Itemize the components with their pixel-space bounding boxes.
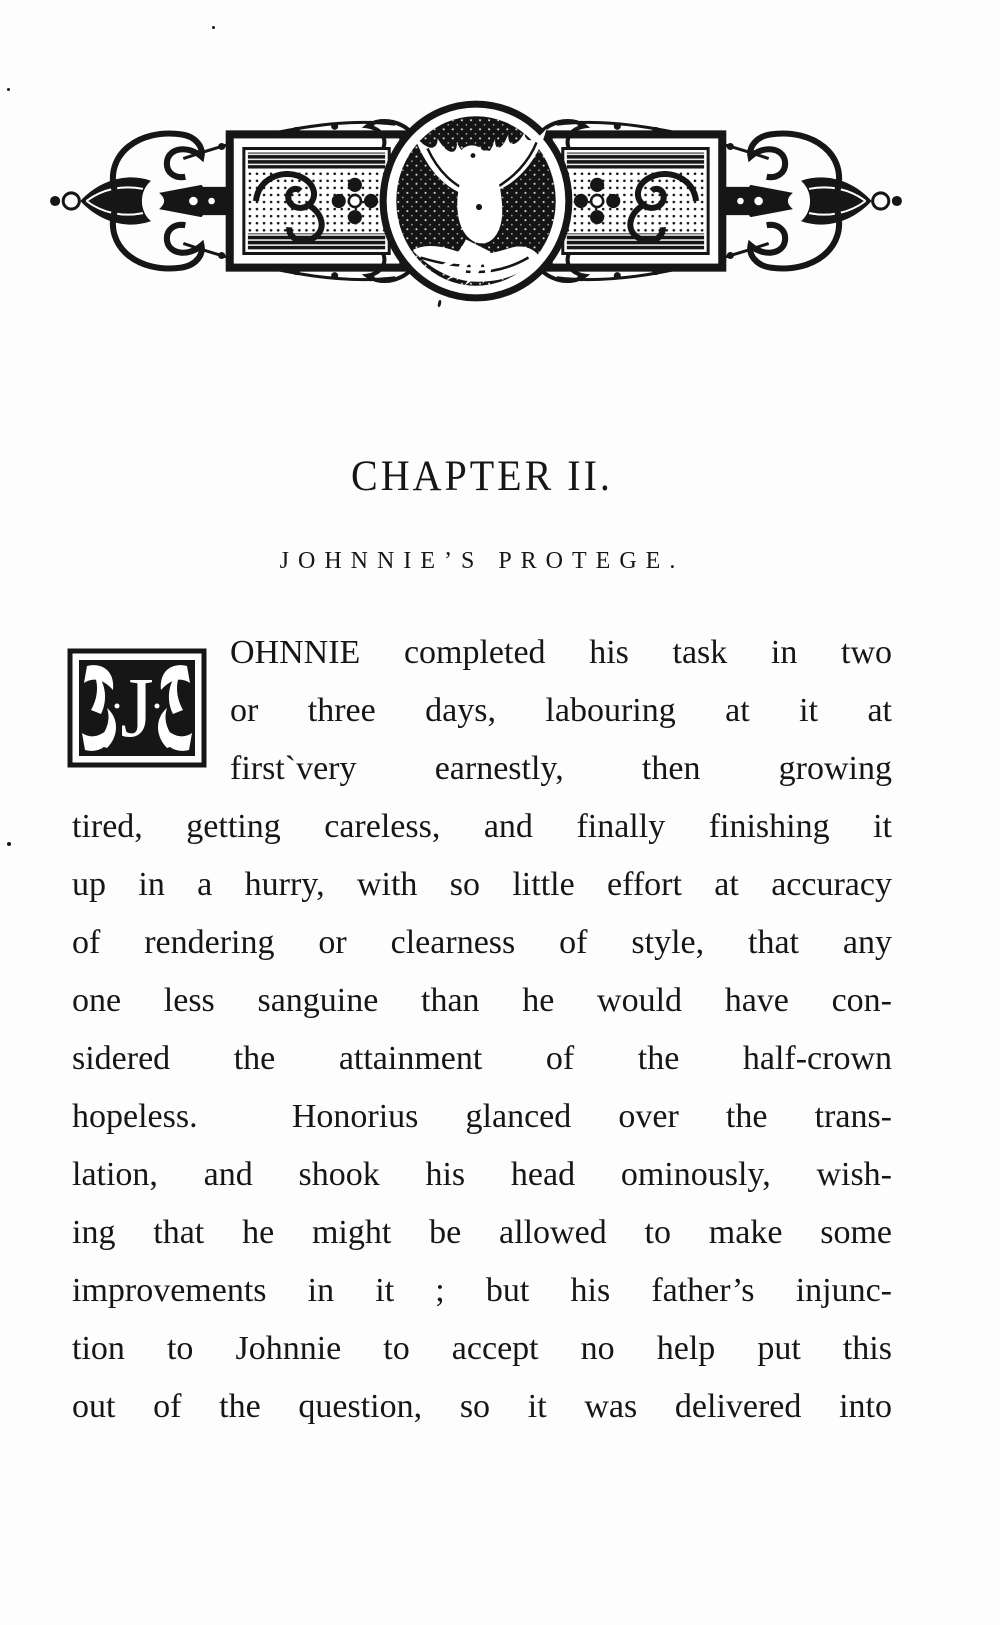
scan-speck — [7, 842, 11, 846]
text-line: ing that he might be allowed to make some — [72, 1214, 892, 1251]
indented-lines — [230, 624, 892, 798]
drop-cap-letter: J — [120, 659, 154, 755]
drop-cap — [66, 648, 208, 768]
text-line: first`very earnestly, then growing — [230, 750, 892, 787]
chapter-heading: CHAPTER II. — [351, 451, 613, 500]
text-line: tired, getting careless, and finally finishing it — [72, 808, 892, 845]
text-line: sidered the attainment of the half-crown — [72, 1040, 892, 1077]
text-line: out of the question, so it was delivered into — [72, 1388, 892, 1425]
full-lines — [72, 798, 892, 1436]
ornate-initial-J-icon — [66, 648, 208, 768]
text-line: OHNNIE completed his task in two — [230, 634, 892, 671]
section-heading: JOHNNIE’S PROTEGE. — [279, 548, 685, 574]
scan-speck — [437, 300, 441, 307]
paragraph — [72, 624, 892, 1436]
text-line: up in a hurry, with so little effort at accuracy — [72, 866, 892, 903]
text-line: of rendering or clearness of style, that any — [72, 924, 892, 961]
text-line: hopeless. Honorius glanced over the trans- — [72, 1098, 892, 1135]
headpiece-ornament — [42, 98, 910, 304]
text-line: one less sanguine than he would have con- — [72, 982, 892, 1019]
text-line: tion to Johnnie to accept no help put this — [72, 1330, 892, 1367]
text-line: improvements in it ; but his father’s injunc- — [72, 1272, 892, 1309]
scan-speck — [7, 88, 10, 91]
text-line: or three days, labouring at it at — [230, 692, 892, 729]
text-line: lation, and shook his head ominously, wish- — [72, 1156, 892, 1193]
scan-speck — [212, 26, 215, 29]
eagle-medallion-headpiece-icon — [42, 98, 910, 304]
